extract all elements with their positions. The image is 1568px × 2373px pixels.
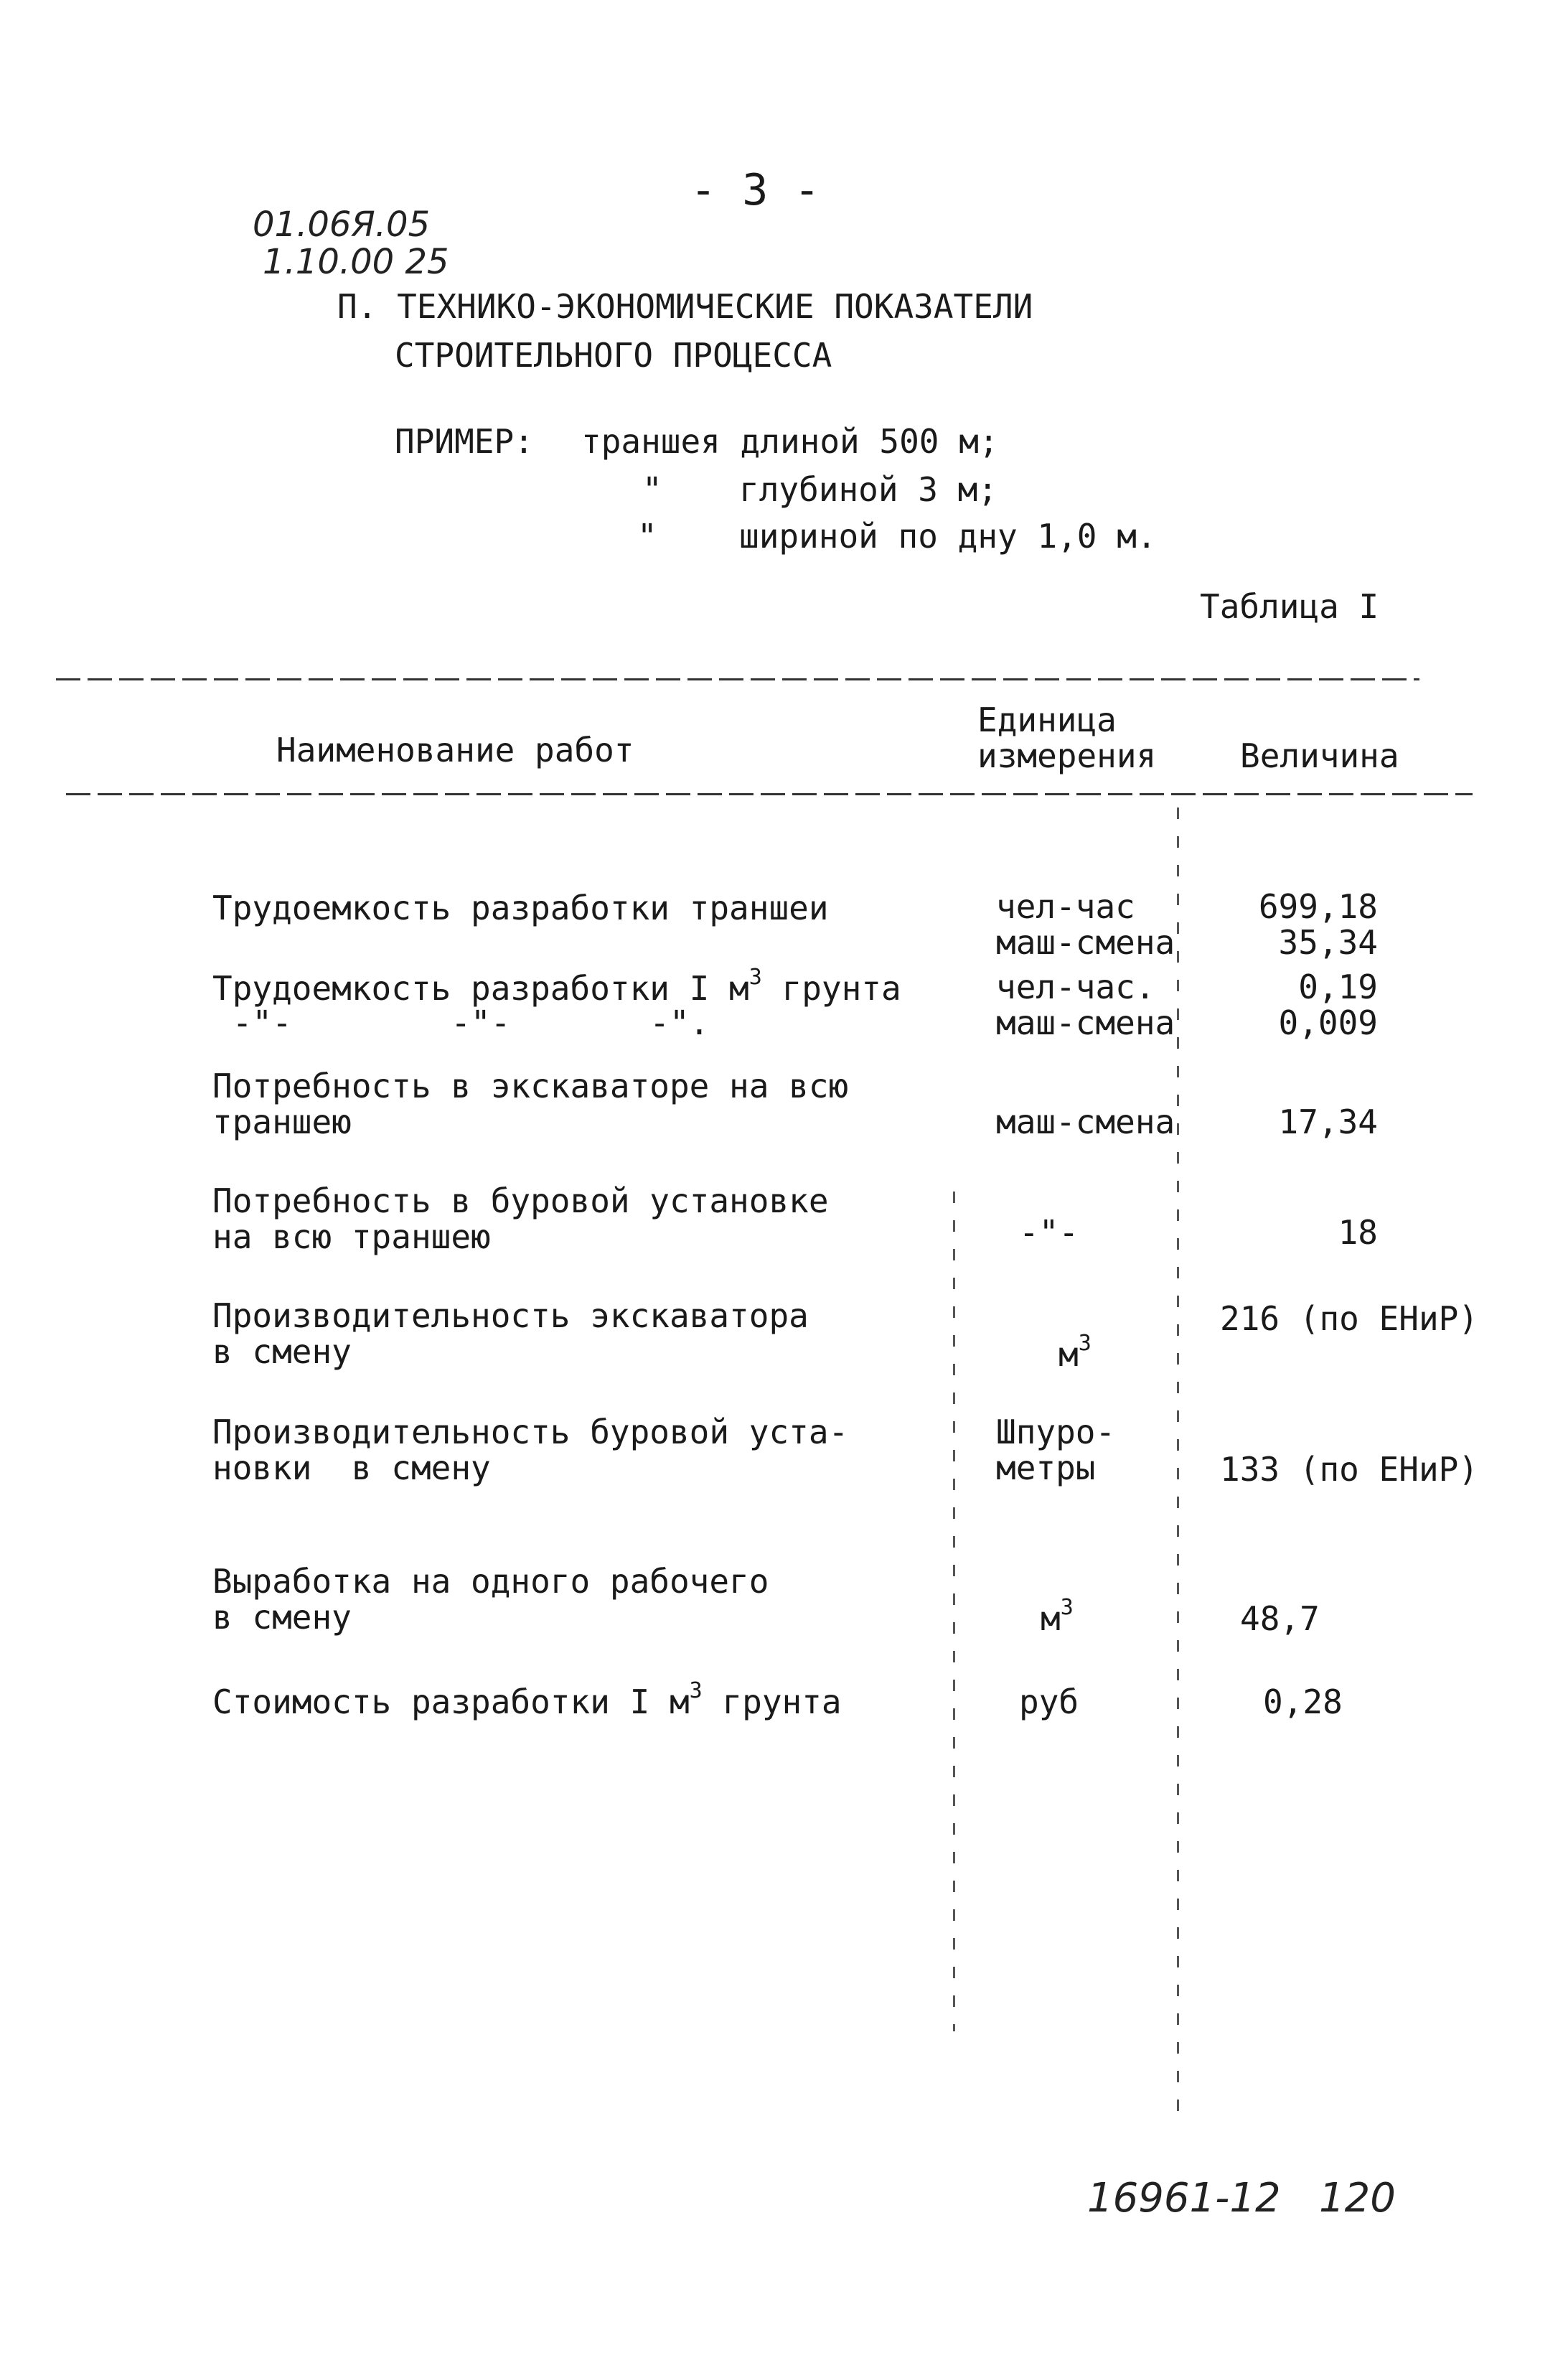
section-title-line1: П. ТЕХНИКО-ЭКОНОМИЧЕСКИЕ ПОКАЗАТЕЛИ [337,287,1033,326]
table-row-unit: Шпуро- метры [996,1413,1116,1487]
example-line3: шириной по дну 1,0 м. [739,517,1157,556]
table-row-value: 0,28 [1263,1682,1343,1721]
example-line2: глубиной 3 м; [739,470,998,509]
table-row-value: 0,19 0,009 [1278,968,1378,1042]
table-row-value: 17,34 [1278,1103,1378,1141]
footer-code: 16961-12 120 [1087,2175,1396,2222]
page-number: - 3 - [690,165,820,215]
column-header-value: Величина [1240,736,1399,775]
table-row-name-text: грунта [702,1682,842,1721]
table-row-value: 48,7 [1240,1599,1320,1638]
table-row-unit: руб [1019,1682,1079,1721]
superscript: 3 [748,965,762,990]
document-code-line1: 01.06Я.05 [253,205,431,245]
table-row-name-ditto: -"- -"- -". [212,1003,710,1042]
table-row-value: 699,18 35,34 [1258,887,1378,962]
example-ditto-mark-3: " [637,517,657,556]
column-header-unit-line2: измерения [977,736,1157,775]
example-ditto-mark-2: " [642,470,662,509]
table-divider-left [953,1192,955,2031]
table-row-unit: чел-час маш-смена [996,887,1175,962]
example-line1: траншея длиной 500 м; [581,422,999,461]
table-row-name [212,1678,842,1721]
table-row-name: Потребность в экскаваторе на всю траншею [212,1067,849,1141]
table-row-unit: -"- [1019,1213,1079,1252]
table-divider-right [1177,808,1179,2128]
section-title-line2: СТРОИТЕЛЬНОГО ПРОЦЕССА [395,336,832,375]
column-header-unit-line1: Единица [977,701,1117,739]
table-row-unit [1058,1331,1092,1374]
table-row-unit: маш-смена [996,1103,1175,1141]
table-caption: Таблица I [1200,587,1379,626]
superscript: 3 [1078,1331,1092,1356]
example-label: ПРИМЕР: [395,422,534,461]
table-row-unit-text: м [1058,1335,1079,1374]
table-row-name-text: Трудоемкость разработки I м [212,969,749,1008]
table-row-unit-text: м [1041,1599,1061,1638]
table-row-value: 18 [1338,1213,1378,1252]
table-row-name: Выработка на одного рабочего в смену [212,1562,769,1637]
table-header-rule [66,793,1473,795]
table-row-name: Трудоемкость разработки траншеи [212,889,829,927]
table-row-name: Производительность буровой уста- новки в смену [212,1413,849,1487]
table-row-name-text: грунта [761,969,901,1008]
table-row-name-text: Стоимость разработки I м [212,1682,690,1721]
table-top-rule [56,678,1419,680]
document-code-line2: 1.10.00 25 [263,242,449,282]
table-row-unit: чел-час. маш-смена [996,968,1175,1042]
table-row-unit [1041,1595,1074,1638]
table-row-name [212,965,901,1008]
table-row-value: 216 (по ЕНиР) [1220,1299,1479,1338]
column-header-name: Наименование работ [276,731,634,769]
superscript: 3 [689,1678,703,1703]
superscript: 3 [1060,1595,1074,1620]
table-row-name: Производительность экскаватора в смену [212,1296,809,1371]
table-row-name: Потребность в буровой установке на всю траншею [212,1181,829,1256]
table-row-value: 133 (по ЕНиР) [1220,1450,1479,1489]
